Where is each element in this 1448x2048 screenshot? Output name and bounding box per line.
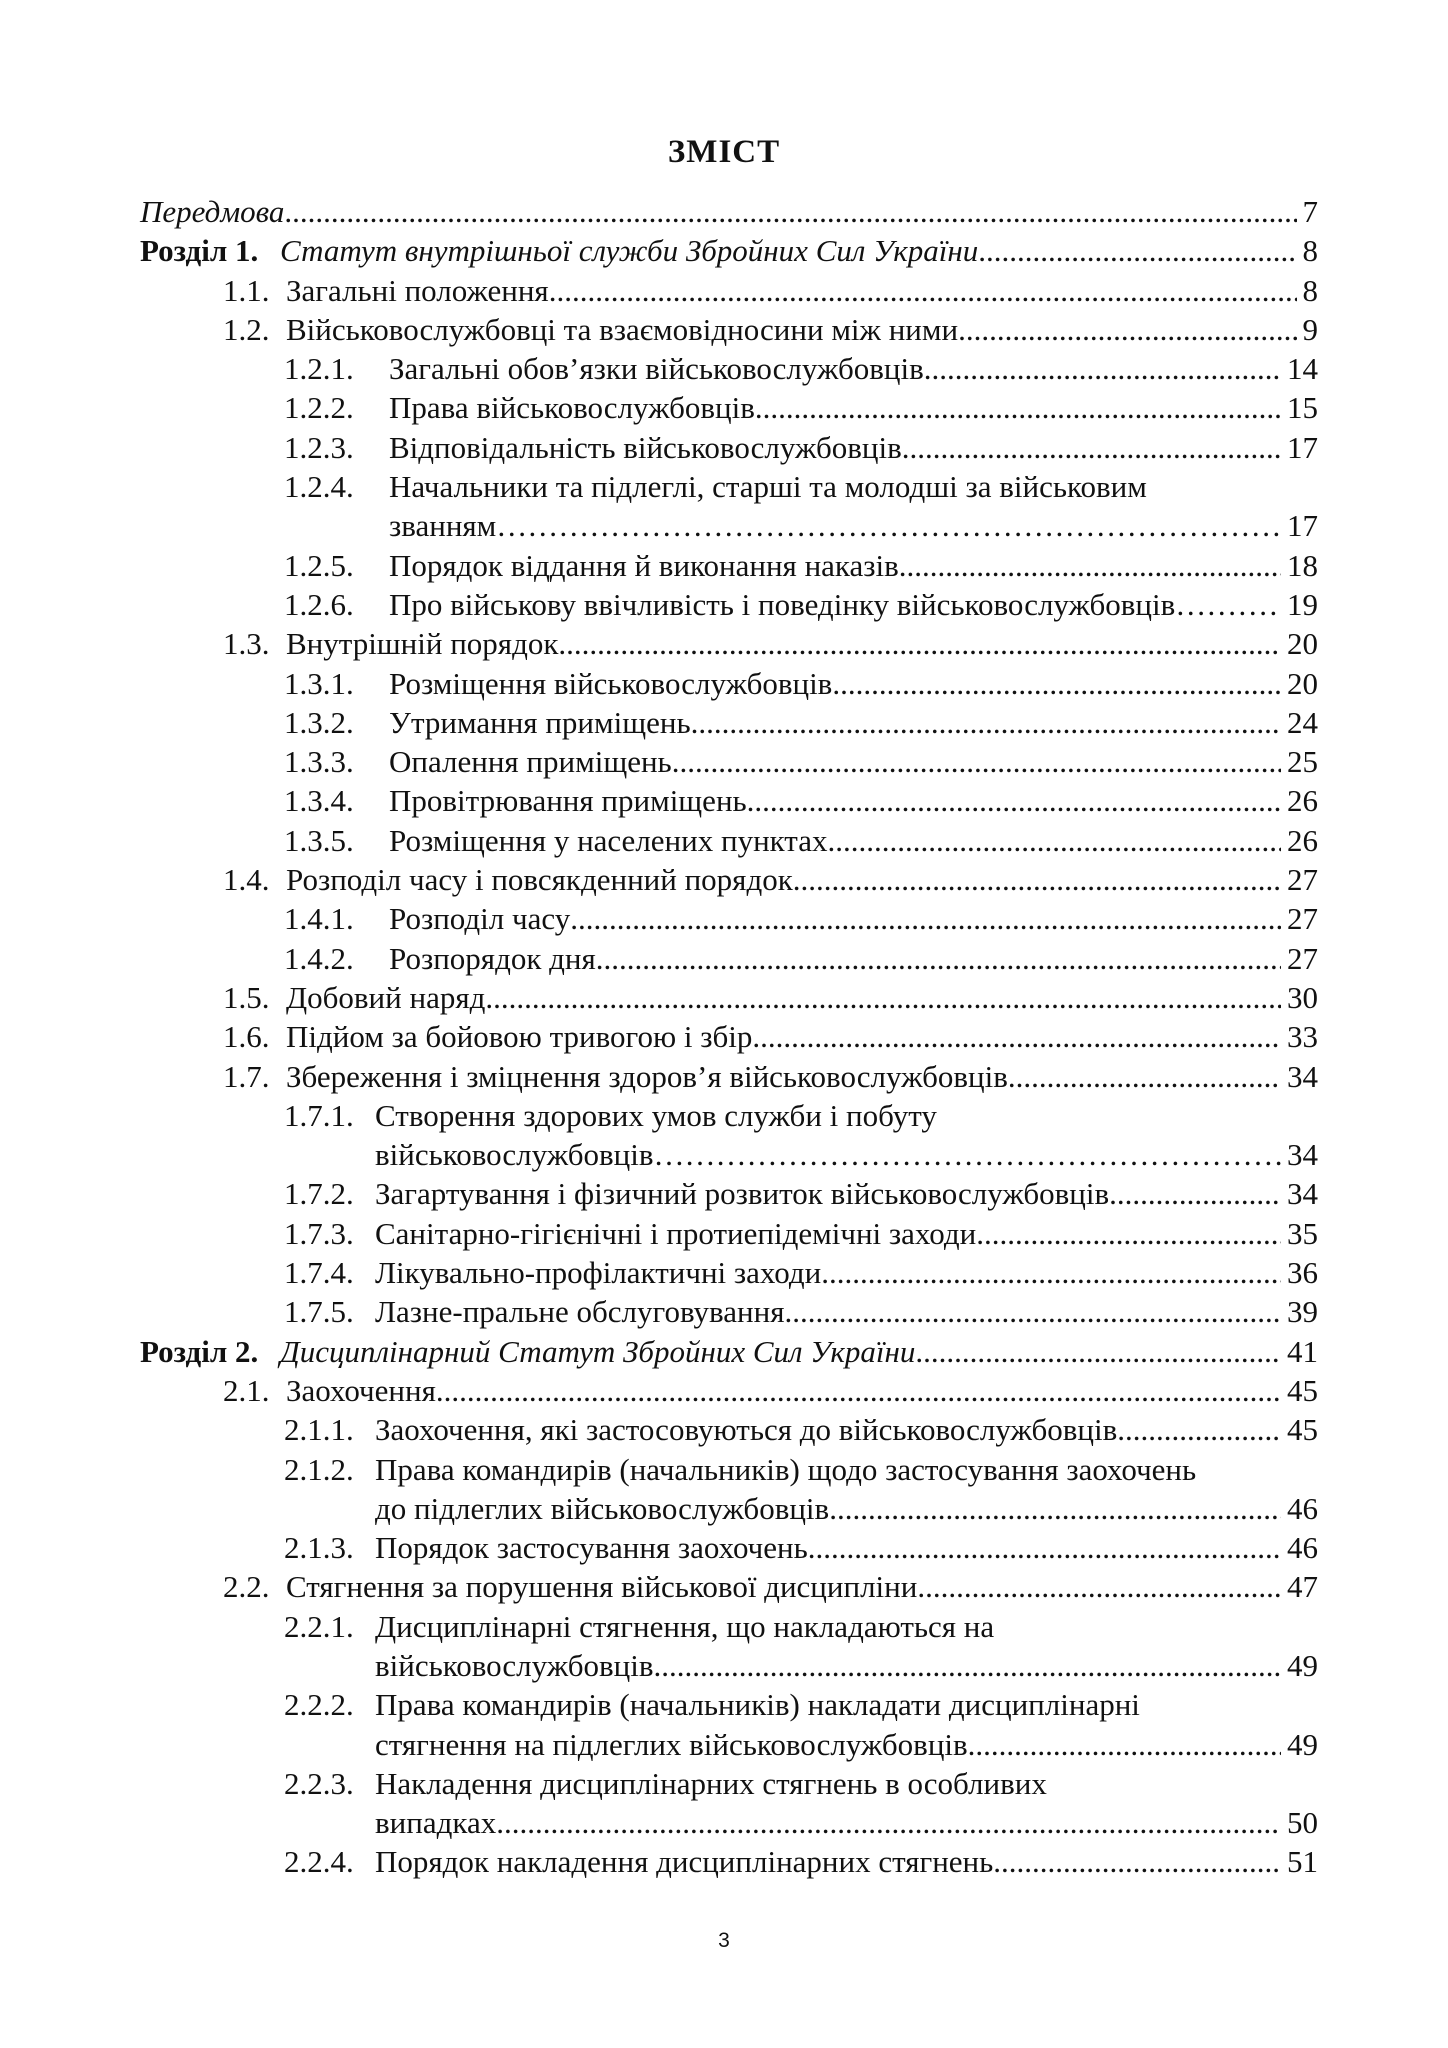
toc-entry-number: 1.3.4. [284,783,354,819]
page-title: ЗМІСТ [667,134,781,170]
toc-entry-number: Розділ 1. [140,233,259,269]
toc-entry-number: 1.2. [223,311,270,347]
toc-page-number: 20 [1287,665,1318,701]
toc-entry [140,192,1318,231]
toc-entry-number: 1.2.3. [284,429,354,465]
toc-entry-title: Лазне-пральне обслуговування [375,1294,785,1330]
toc-entry-title: Провітрювання приміщень [389,783,747,819]
toc-page-number: 15 [1287,390,1318,426]
toc-page-number: 34 [1287,1137,1318,1173]
toc-entry-title: Розміщення військовослужбовців [389,665,833,701]
toc-entry-title: Відповідальність військовослужбовців [389,429,902,465]
toc-entry-number: 1.3.1. [284,665,354,701]
toc-entry-title: Порядок накладення дисциплінарних стягнень [375,1844,994,1880]
toc-entry-title: Заохочення [286,1372,436,1408]
toc-entry [140,388,1318,427]
toc-page-number: 33 [1287,1019,1318,1055]
toc-entry [140,349,1318,388]
toc-leader-dots [915,1332,1281,1371]
toc-page-number: 41 [1287,1333,1318,1369]
toc-entry [140,1842,1318,1881]
toc-entry-number: 1.7.1. [284,1097,354,1133]
toc-page-number: 45 [1287,1412,1318,1448]
toc-leader-dots [570,899,1281,938]
toc-leader-dots [691,703,1281,742]
toc-page-number: 7 [1302,194,1318,229]
toc-entry-title: Розпорядок дня [389,940,596,976]
toc-entry-number: 2.1.1. [284,1412,354,1448]
toc-entry-title: Розподіл часу і повсякденний порядок [286,862,793,898]
toc-entry-title: військовослужбовців [375,1137,654,1173]
toc-leader-dots [672,742,1281,781]
toc-page-number: 34 [1287,1176,1318,1212]
toc-entry-number: 1.1. [223,272,270,308]
toc-page-number: 8 [1302,272,1318,308]
toc-leader-dots [755,388,1281,427]
toc-entry-title: Передмова [140,194,285,229]
toc-entry-number: 1.7.2. [284,1176,354,1212]
toc-entry-number: 1.7.3. [284,1215,354,1251]
toc-page-number: 46 [1287,1490,1318,1526]
toc-page-number: 30 [1287,979,1318,1015]
toc-entry-title: Загартування і фізичний розвиток військовослужбовців [375,1176,1110,1212]
toc-entry [140,585,1318,624]
toc-leader-dots [976,1214,1281,1253]
toc-entry-number: 1.3.5. [284,822,354,858]
toc-entry-title: військовослужбовців [375,1647,654,1683]
toc-entry [140,1017,1318,1056]
toc-entry [140,939,1318,978]
toc-entry-number: 1.2.4. [284,469,354,505]
toc-leader-dots [1008,1057,1281,1096]
toc-entry-title: Санітарно-гігієнічні і протиепідемічні заходи [375,1215,977,1251]
toc-entry-title: Права командирів (начальників) накладати дисциплінарні [375,1687,1140,1723]
toc-entry-title: Накладення дисциплінарних стягнень в особливих [375,1765,1047,1801]
toc-leader-dots [496,1803,1281,1842]
toc-entry-number: 2.2.4. [284,1844,354,1880]
toc-entry [140,1567,1318,1606]
toc-leader-dots [829,1489,1281,1528]
toc-entry [140,467,1318,546]
toc-page-number: 35 [1287,1215,1318,1251]
toc-entry [140,1685,1318,1764]
toc-entry-number: 1.7.4. [284,1255,354,1291]
toc-page-number: 49 [1287,1726,1318,1762]
toc-entry-title: Порядок застосування заохочень [375,1530,808,1566]
toc-entry-number: 1.3.2. [284,704,354,740]
toc-entry [140,1764,1318,1843]
toc-entry [140,1371,1318,1410]
toc-entry-number: 1.3. [223,626,270,662]
toc-entry [140,703,1318,742]
toc-entry-number: 1.2.6. [284,586,354,622]
toc-leader-dots [793,860,1281,899]
toc-entry [140,1057,1318,1096]
toc-leader-dots [596,939,1281,978]
toc-page-number: 27 [1287,901,1318,937]
toc-entry [140,978,1318,1017]
toc-entry-number: 1.6. [223,1019,270,1055]
toc-leader-dots [747,781,1281,820]
toc-entry-title: Утримання приміщень [389,704,691,740]
toc-entry-number: 1.2.5. [284,547,354,583]
toc-page-number: 39 [1287,1294,1318,1330]
toc-leader-dots [752,1017,1281,1056]
page-number: 3 [718,1929,730,1952]
toc-entry-title: Збереження і зміцнення здоров’я військовослужбовців [286,1058,1008,1094]
toc-entry-title: Заохочення, які застосовуються до військовослужбовців [375,1412,1118,1448]
toc-entry-number: 1.7.5. [284,1294,354,1330]
toc-page-number: 34 [1287,1058,1318,1094]
toc-page-number: 49 [1287,1647,1318,1683]
toc-entry-title: Начальники та підлеглі, старші та молодші за військовим [389,469,1147,505]
toc-entry [140,860,1318,899]
toc-leader-dots [821,1253,1281,1292]
toc-entry-number: 1.4.2. [284,940,354,976]
toc-entry-number: 2.2. [223,1569,270,1605]
toc-page-number: 17 [1287,429,1318,465]
toc-leader-dots [654,1135,1281,1174]
toc-leader-dots [654,1646,1281,1685]
toc-entry-title: Стягнення за порушення військової дисципліни [286,1569,918,1605]
toc-entry-number: 2.2.1. [284,1608,354,1644]
toc-entry-number: 1.4. [223,862,270,898]
toc-entry [140,742,1318,781]
toc-entry-title: Загальні положення [286,272,549,308]
toc-page-number: 36 [1287,1255,1318,1291]
toc-page-number: 18 [1287,547,1318,583]
toc-entry-title: Статут внутрішньої служби Збройних Сил України [280,233,979,269]
toc-leader-dots [902,428,1281,467]
toc-leader-dots [958,310,1296,349]
toc-leader-dots [485,978,1281,1017]
toc-entry [140,1174,1318,1213]
toc-entry [140,271,1318,310]
toc-entry-number: Розділ 2. [140,1333,259,1369]
toc-leader-dots [828,821,1282,860]
toc-entry [140,1253,1318,1292]
toc-page-number: 19 [1287,586,1318,622]
toc-page-number: 26 [1287,822,1318,858]
toc-leader-dots [496,506,1281,545]
toc-entry [140,1292,1318,1331]
toc-leader-dots [1117,1410,1281,1449]
toc-entry [140,821,1318,860]
toc-leader-dots [968,1725,1281,1764]
toc-entry-title: Створення здорових умов служби і побуту [375,1097,937,1133]
toc-entry [140,231,1318,270]
toc-page-number: 25 [1287,744,1318,780]
toc-entry [140,664,1318,703]
toc-page-number: 45 [1287,1372,1318,1408]
toc-entry-number: 2.2.3. [284,1765,354,1801]
toc-entry-number: 2.2.2. [284,1687,354,1723]
toc-entry-number: 1.3.3. [284,744,354,780]
toc-entry-title: Права командирів (начальників) щодо застосування заохочень [375,1451,1197,1487]
toc-entry [140,1528,1318,1567]
toc-page-number: 24 [1287,704,1318,740]
toc-entry-number: 2.1.3. [284,1530,354,1566]
toc-page-number: 50 [1287,1805,1318,1841]
toc-leader-dots [436,1371,1281,1410]
toc-leader-dots [899,546,1281,585]
toc-leader-dots [924,349,1281,388]
toc-entry-number: 1.2.2. [284,390,354,426]
toc-leader-dots [284,192,1296,231]
toc-entry-title: званням [389,508,497,544]
toc-leader-dots [917,1567,1281,1606]
toc-leader-dots [1109,1174,1281,1213]
toc-page-number: 51 [1287,1844,1318,1880]
toc-entry [140,1332,1318,1371]
toc-entry-number: 1.2.1. [284,351,354,387]
toc-entry-title: Загальні обов’язки військовослужбовців [389,351,924,387]
toc-entry-title: Опалення приміщень [389,744,672,780]
toc-page-number: 17 [1287,508,1318,544]
toc-entry [140,1096,1318,1175]
toc-entry-title: Підйом за бойовою тривогою і збір [286,1019,753,1055]
table-of-contents [140,192,1318,1882]
toc-leader-dots [978,231,1296,270]
toc-entry [140,624,1318,663]
toc-entry-number: 1.7. [223,1058,270,1094]
toc-leader-dots [832,664,1281,703]
toc-page-number: 27 [1287,862,1318,898]
toc-entry-title: Права військовослужбовців [389,390,755,426]
toc-entry-title: Про військову ввічливість і поведінку військовослужбовців [389,586,1176,622]
toc-page-number: 9 [1302,311,1318,347]
toc-entry-title: Розміщення у населених пунктах [389,822,828,858]
toc-leader-dots [808,1528,1281,1567]
toc-entry-title: Порядок віддання й виконання наказів [389,547,899,583]
toc-page-number: 8 [1302,233,1318,269]
toc-page-number: 27 [1287,940,1318,976]
toc-entry-title: Добовий наряд [286,979,486,1015]
toc-entry-title: стягнення на підлеглих військовослужбовців [375,1726,968,1762]
toc-entry [140,428,1318,467]
toc-entry-title: Військовослужбовці та взаємовідносини між ними [286,311,959,347]
toc-entry [140,1607,1318,1686]
toc-entry [140,781,1318,820]
toc-entry-title: випадках [375,1805,497,1841]
toc-entry [140,546,1318,585]
toc-leader-dots [993,1842,1281,1881]
toc-leader-dots [549,271,1297,310]
toc-leader-dots [1175,585,1281,624]
toc-entry-title: Внутрішній порядок [286,626,559,662]
toc-entry-title: Лікувально-профілактичні заходи [375,1255,822,1291]
toc-entry [140,1450,1318,1529]
toc-entry-number: 2.1.2. [284,1451,354,1487]
toc-entry-title: Дисциплінарні стягнення, що накладаються на [375,1608,995,1644]
toc-page-number: 46 [1287,1530,1318,1566]
toc-page-number: 26 [1287,783,1318,819]
toc-entry [140,1410,1318,1449]
toc-entry-number: 2.1. [223,1372,270,1408]
toc-entry [140,1214,1318,1253]
toc-leader-dots [558,624,1281,663]
toc-entry-title: Дисциплінарний Статут Збройних Сил України [280,1333,916,1369]
toc-entry-number: 1.5. [223,979,270,1015]
toc-entry [140,899,1318,938]
toc-page-number: 14 [1287,351,1318,387]
toc-entry [140,310,1318,349]
toc-leader-dots [784,1292,1281,1331]
toc-entry-title: до підлеглих військовослужбовців [375,1490,830,1526]
toc-page-number: 47 [1287,1569,1318,1605]
toc-entry-number: 1.4.1. [284,901,354,937]
toc-page-number: 20 [1287,626,1318,662]
toc-entry-title: Розподіл часу [389,901,571,937]
